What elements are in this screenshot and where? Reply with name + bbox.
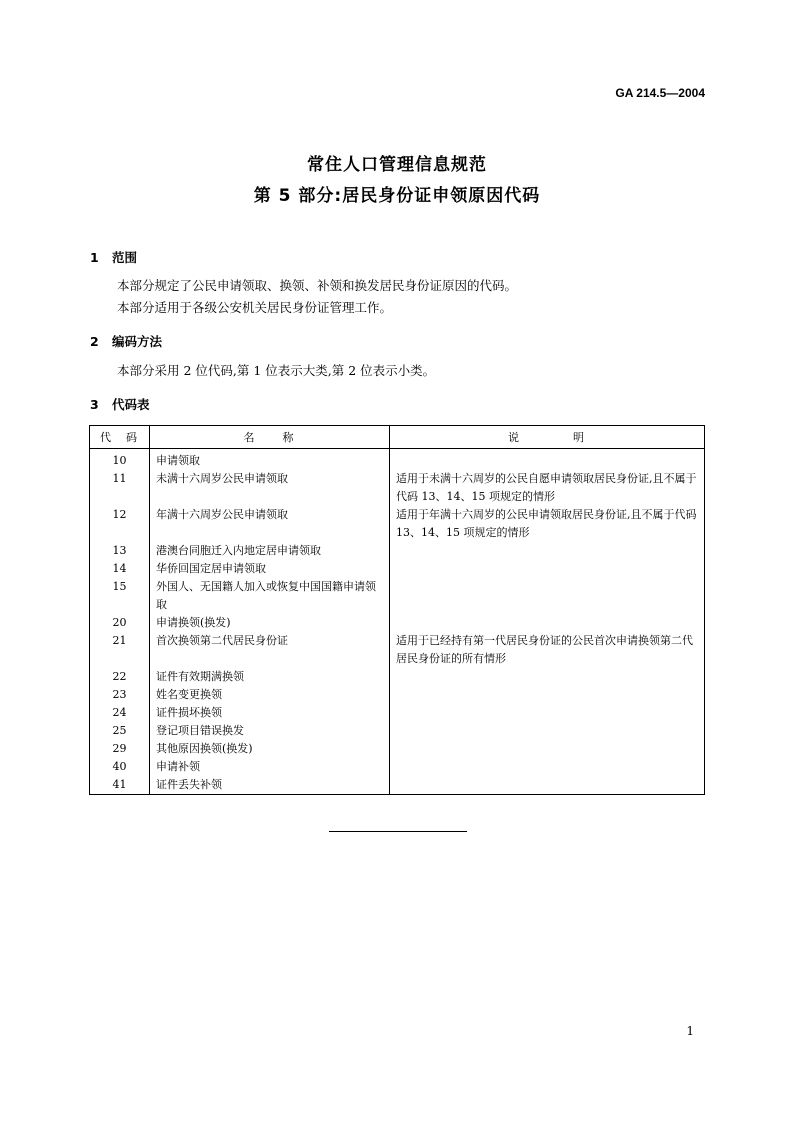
section-title: 编码方法 [112, 334, 163, 349]
cell-note [390, 560, 705, 578]
standard-code: GA 214.5—2004 [615, 86, 705, 100]
cell-name: 年满十六周岁公民申请领取 [150, 506, 390, 542]
cell-note: 适用于已经持有第一代居民身份证的公民首次申请换领第二代居民身份证的所有情形 [390, 632, 705, 668]
cell-name: 申请补领 [150, 758, 390, 776]
cell-code: 13 [90, 542, 150, 560]
cell-code: 20 [90, 614, 150, 632]
table-row [90, 686, 705, 704]
table-row [90, 740, 705, 758]
cell-code: 25 [90, 722, 150, 740]
table-header-row [90, 426, 705, 449]
cell-code: 41 [90, 776, 150, 795]
table-row [90, 542, 705, 560]
table-row [90, 632, 705, 668]
table-row [90, 560, 705, 578]
cell-code: 29 [90, 740, 150, 758]
cell-code: 12 [90, 506, 150, 542]
document-title: 常住人口管理信息规范 [307, 155, 487, 175]
cell-note [390, 449, 705, 471]
cell-note [390, 578, 705, 614]
section-2-heading [90, 332, 162, 350]
end-rule-divider [329, 831, 467, 832]
table-row [90, 506, 705, 542]
cell-name: 姓名变更换领 [150, 686, 390, 704]
code-table [89, 425, 705, 795]
cell-name: 申请换领(换发) [150, 614, 390, 632]
column-header-code: 代 码 [90, 426, 150, 449]
cell-name: 港澳台同胞迁入内地定居申请领取 [150, 542, 390, 560]
cell-note [390, 668, 705, 686]
cell-note [390, 758, 705, 776]
section-number: 1 [90, 250, 99, 265]
section-number: 3 [90, 397, 99, 412]
section-number: 2 [90, 334, 99, 349]
table-row [90, 722, 705, 740]
cell-name: 证件丢失补领 [150, 776, 390, 795]
section-3-heading [90, 395, 150, 413]
section-1-heading [90, 248, 137, 266]
cell-code: 10 [90, 449, 150, 471]
cell-note [390, 686, 705, 704]
table-row [90, 614, 705, 632]
cell-code: 23 [90, 686, 150, 704]
section-title: 范围 [112, 250, 138, 265]
cell-note: 适用于年满十六周岁的公民申请领取居民身份证,且不属于代码 13、14、15 项规定的情形 [390, 506, 705, 542]
section-1-paragraph-2: 本部分适用于各级公安机关居民身份证管理工作。 [117, 300, 393, 315]
cell-code: 21 [90, 632, 150, 668]
cell-note [390, 776, 705, 795]
cell-code: 22 [90, 668, 150, 686]
cell-name: 证件损坏换领 [150, 704, 390, 722]
cell-code: 15 [90, 578, 150, 614]
section-title: 代码表 [112, 397, 150, 412]
table-row [90, 470, 705, 506]
cell-code: 24 [90, 704, 150, 722]
cell-note: 适用于未满十六周岁的公民自愿申请领取居民身份证,且不属于代码 13、14、15 项规定的情形 [390, 470, 705, 506]
cell-name: 申请领取 [150, 449, 390, 471]
table-row [90, 449, 705, 471]
table-row [90, 704, 705, 722]
cell-note [390, 614, 705, 632]
cell-code: 40 [90, 758, 150, 776]
cell-name: 登记项目错误换发 [150, 722, 390, 740]
table-row [90, 578, 705, 614]
cell-name: 其他原因换领(换发) [150, 740, 390, 758]
table-row [90, 668, 705, 686]
cell-name: 首次换领第二代居民身份证 [150, 632, 390, 668]
section-2-paragraph-1: 本部分采用 2 位代码,第 1 位表示大类,第 2 位表示小类。 [117, 363, 436, 378]
document-subtitle: 第 5 部分:居民身份证申领原因代码 [253, 186, 541, 206]
cell-code: 14 [90, 560, 150, 578]
cell-note [390, 722, 705, 740]
table-row [90, 776, 705, 795]
cell-name: 华侨回国定居申请领取 [150, 560, 390, 578]
cell-note [390, 542, 705, 560]
table-row [90, 758, 705, 776]
page-number: 1 [686, 1024, 694, 1038]
cell-code: 11 [90, 470, 150, 506]
section-1-paragraph-1: 本部分规定了公民申请领取、换领、补领和换发居民身份证原因的代码。 [117, 278, 518, 293]
cell-name: 外国人、无国籍人加入或恢复中国国籍申请领取 [150, 578, 390, 614]
cell-note [390, 704, 705, 722]
cell-name: 未满十六周岁公民申请领取 [150, 470, 390, 506]
column-header-name: 名 称 [150, 426, 390, 449]
cell-name: 证件有效期满换领 [150, 668, 390, 686]
cell-note [390, 740, 705, 758]
column-header-note: 说 明 [390, 426, 705, 449]
